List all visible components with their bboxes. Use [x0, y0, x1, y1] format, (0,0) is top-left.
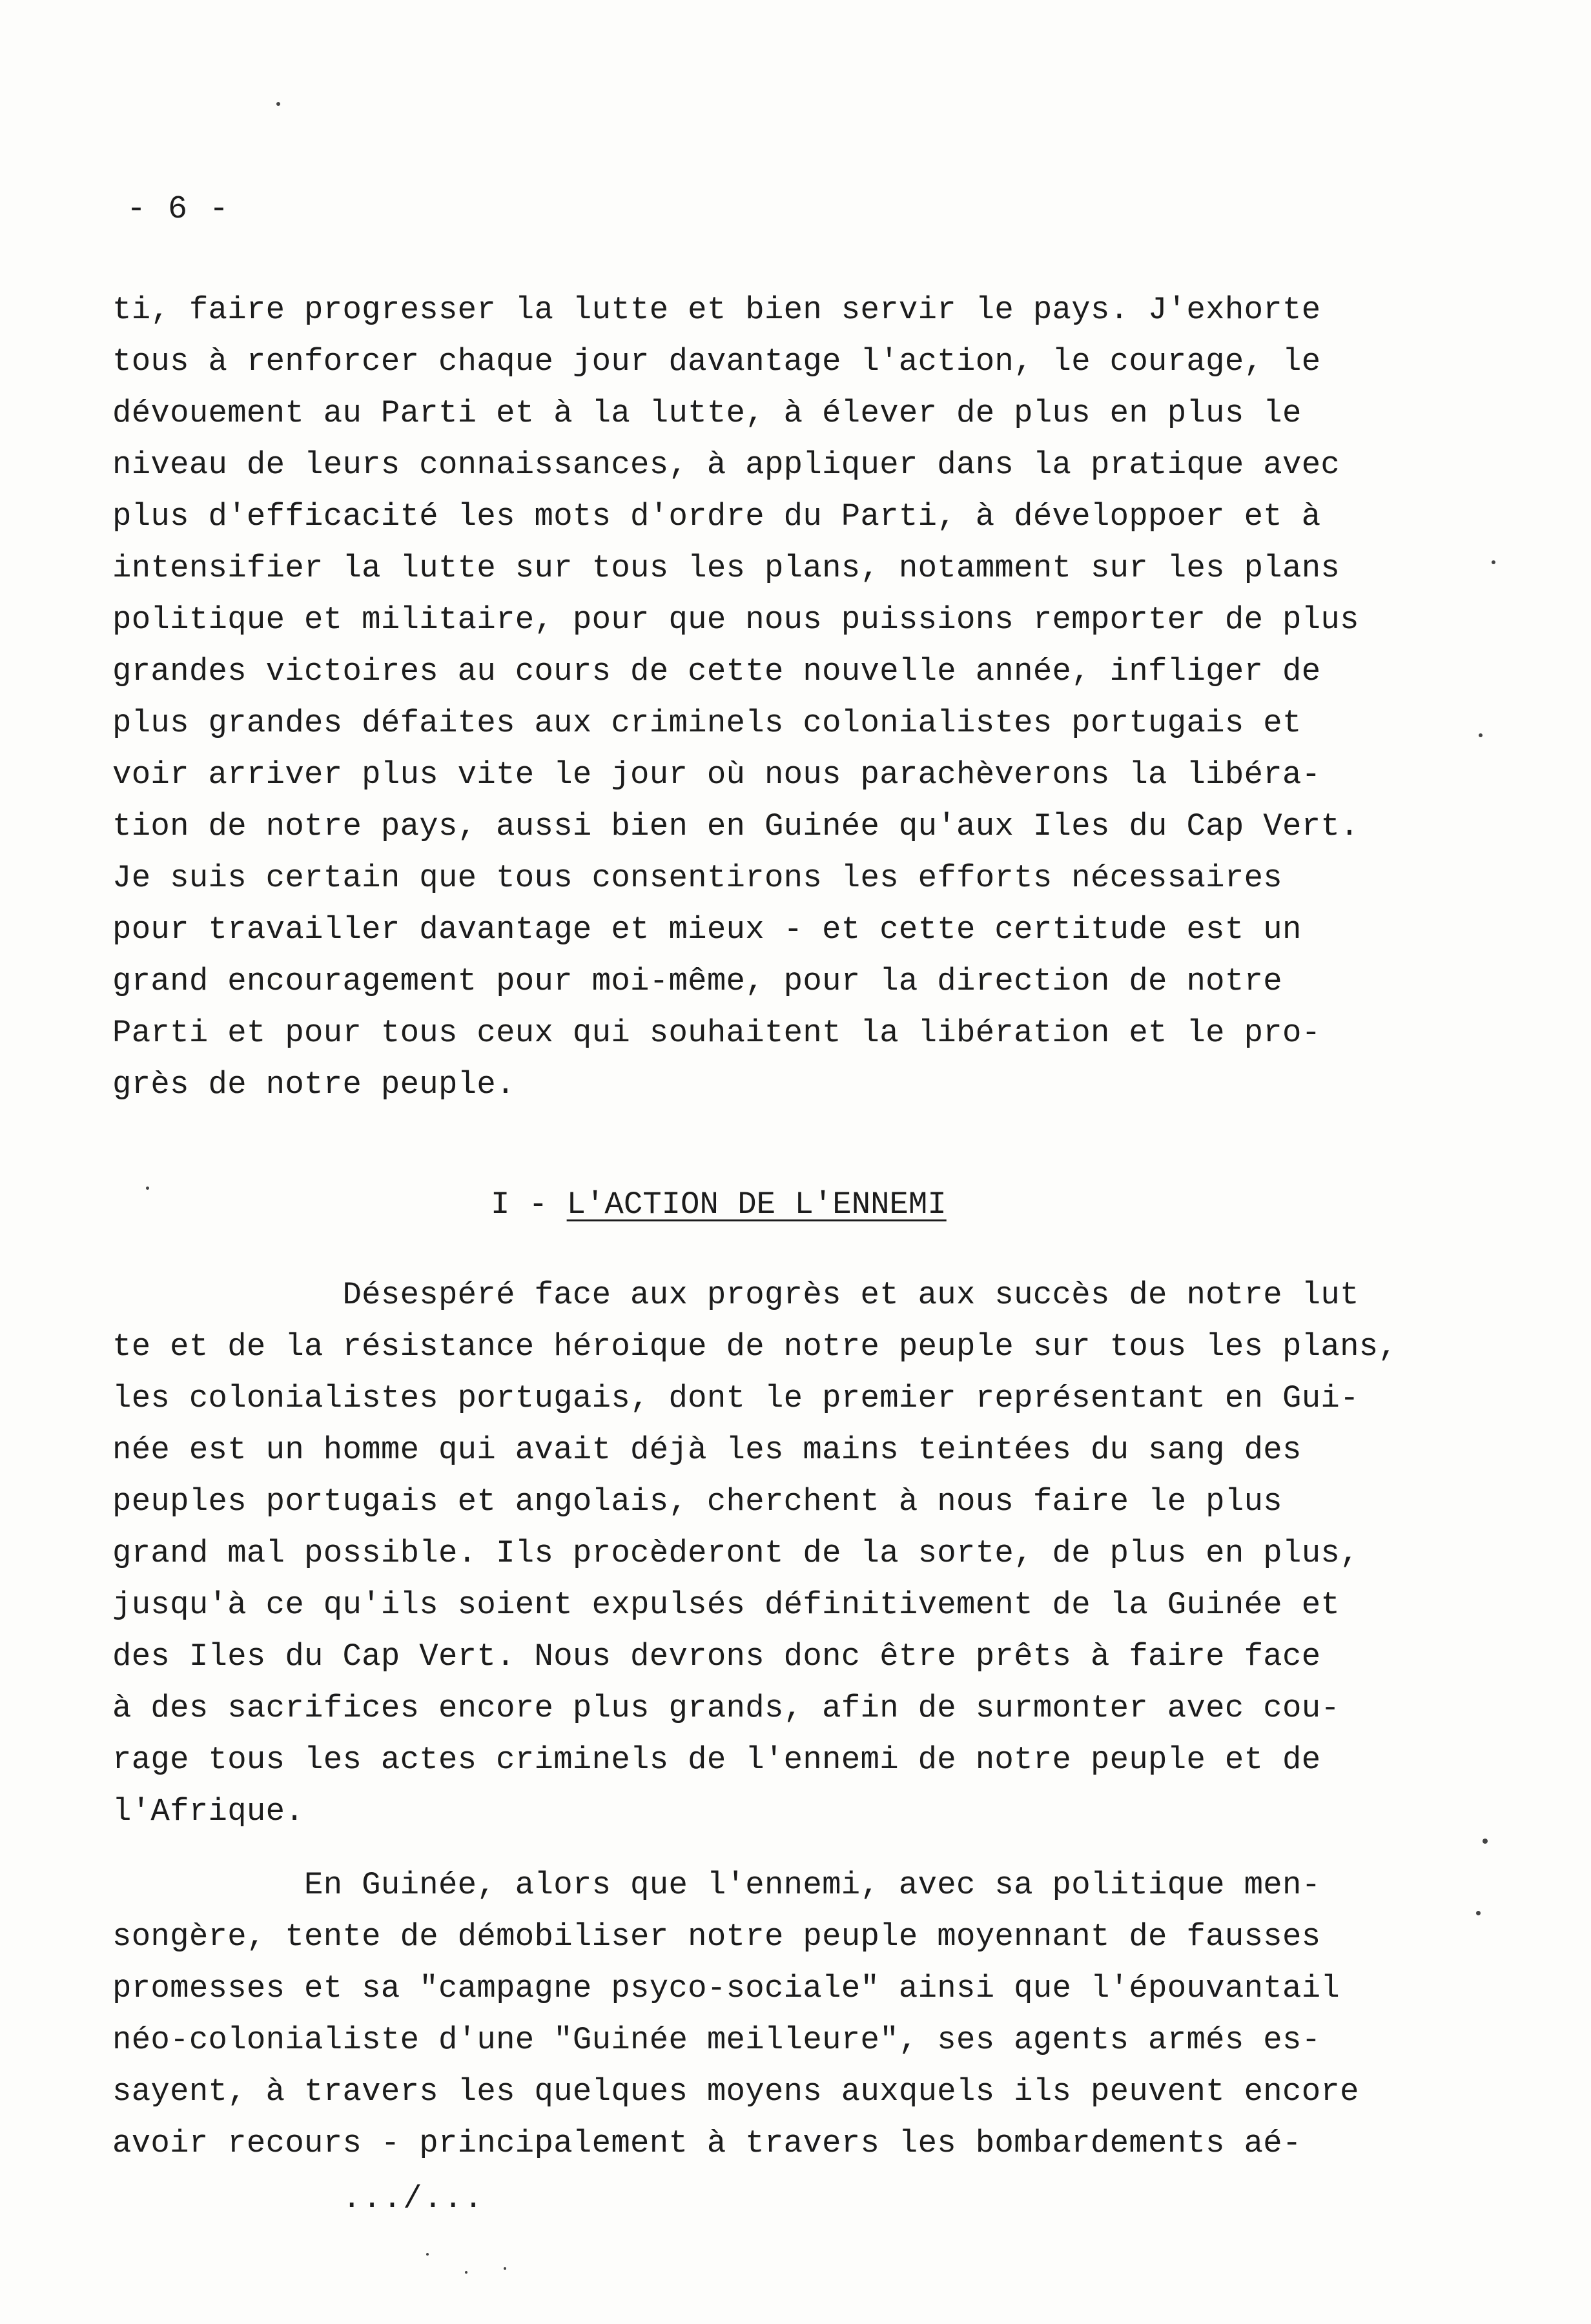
paragraph-1-line: voir arriver plus vite le jour où nous parachèverons la libéra-	[112, 757, 1321, 793]
paragraph-1-line: politique et militaire, pour que nous puissions remporter de plus	[112, 602, 1359, 638]
scan-speck	[1492, 560, 1495, 564]
scan-speck	[276, 102, 280, 106]
paragraph-3-line: promesses et sa "campagne psyco-sociale" ainsi que l'épouvantail	[112, 1970, 1340, 2006]
continuation-mark: .../...	[342, 2181, 484, 2217]
paragraph-1-line: plus d'efficacité les mots d'ordre du Parti, à développoer et à	[112, 498, 1321, 535]
paragraph-2-line: rage tous les actes criminels de l'ennemi de notre peuple et de	[112, 1742, 1321, 1778]
scan-speck	[426, 2253, 429, 2256]
paragraph-2-line: les colonialistes portugais, dont le premier représentant en Gui-	[112, 1380, 1359, 1416]
paragraph-1-line: grès de notre peuple.	[112, 1066, 515, 1103]
paragraph-2-line: née est un homme qui avait déjà les mains teintées du sang des	[112, 1432, 1302, 1468]
scan-speck	[146, 1187, 149, 1190]
paragraph-2-line: peuples portugais et angolais, cherchent à nous faire le plus	[112, 1483, 1282, 1520]
scan-speck	[504, 2267, 506, 2270]
paragraph-1-line: plus grandes défaites aux criminels colonialistes portugais et	[112, 705, 1302, 741]
paragraph-3-line: avoir recours - principalement à travers les bombardements aé-	[112, 2125, 1302, 2161]
paragraph-1-line: niveau de leurs connaissances, à appliquer dans la pratique avec	[112, 447, 1340, 483]
paragraph-3-line: sayent, à travers les quelques moyens auxquels ils peuvent encore	[112, 2074, 1359, 2110]
paragraph-2-line: l'Afrique.	[112, 1793, 305, 1830]
paragraph-2-line: Désespéré face aux progrès et aux succès de notre lut	[112, 1277, 1359, 1313]
section-heading	[491, 1185, 947, 1224]
paragraph-1-line: intensifier la lutte sur tous les plans, notamment sur les plans	[112, 550, 1340, 586]
paragraph-1-line: grand encouragement pour moi-même, pour la direction de notre	[112, 963, 1282, 999]
paragraph-1-line: Je suis certain que tous consentirons les efforts nécessaires	[112, 860, 1282, 896]
paragraph-1-line: grandes victoires au cours de cette nouvelle année, infliger de	[112, 653, 1321, 689]
section-heading-number: I -	[491, 1187, 567, 1223]
paragraph-1-line: tion de notre pays, aussi bien en Guinée qu'aux Iles du Cap Vert.	[112, 808, 1359, 844]
paragraph-2-line: te et de la résistance héroique de notre peuple sur tous les plans,	[112, 1329, 1398, 1365]
paragraph-2-line: des Iles du Cap Vert. Nous devrons donc être prêts à faire face	[112, 1638, 1321, 1675]
paragraph-1-line: ti, faire progresser la lutte et bien servir le pays. J'exhorte	[112, 292, 1321, 328]
scan-speck	[1476, 1911, 1481, 1915]
paragraph-1-line: tous à renforcer chaque jour davantage l'action, le courage, le	[112, 343, 1321, 380]
paragraph-1-line: Parti et pour tous ceux qui souhaitent la libération et le pro-	[112, 1015, 1321, 1051]
paragraph-1-line: pour travailler davantage et mieux - et cette certitude est un	[112, 912, 1302, 948]
paragraph-3-line: En Guinée, alors que l'ennemi, avec sa politique men-	[112, 1867, 1321, 1903]
section-heading-title: L'ACTION DE L'ENNEMI	[566, 1187, 947, 1223]
paragraph-2-line: à des sacrifices encore plus grands, afin de surmonter avec cou-	[112, 1690, 1340, 1726]
paragraph-2-line: jusqu'à ce qu'ils soient expulsés définitivement de la Guinée et	[112, 1587, 1340, 1623]
paragraph-1-line: dévouement au Parti et à la lutte, à élever de plus en plus le	[112, 395, 1302, 431]
paragraph-3-line: songère, tente de démobiliser notre peuple moyennant de fausses	[112, 1919, 1321, 1955]
paragraph-3-line: néo-colonialiste d'une "Guinée meilleure", ses agents armés es-	[112, 2022, 1321, 2058]
scan-speck	[1479, 733, 1483, 737]
paragraph-2-line: grand mal possible. Ils procèderont de la sorte, de plus en plus,	[112, 1535, 1359, 1571]
scan-speck	[1483, 1839, 1488, 1844]
scan-speck	[465, 2271, 467, 2274]
page-number: - 6 -	[127, 191, 231, 228]
